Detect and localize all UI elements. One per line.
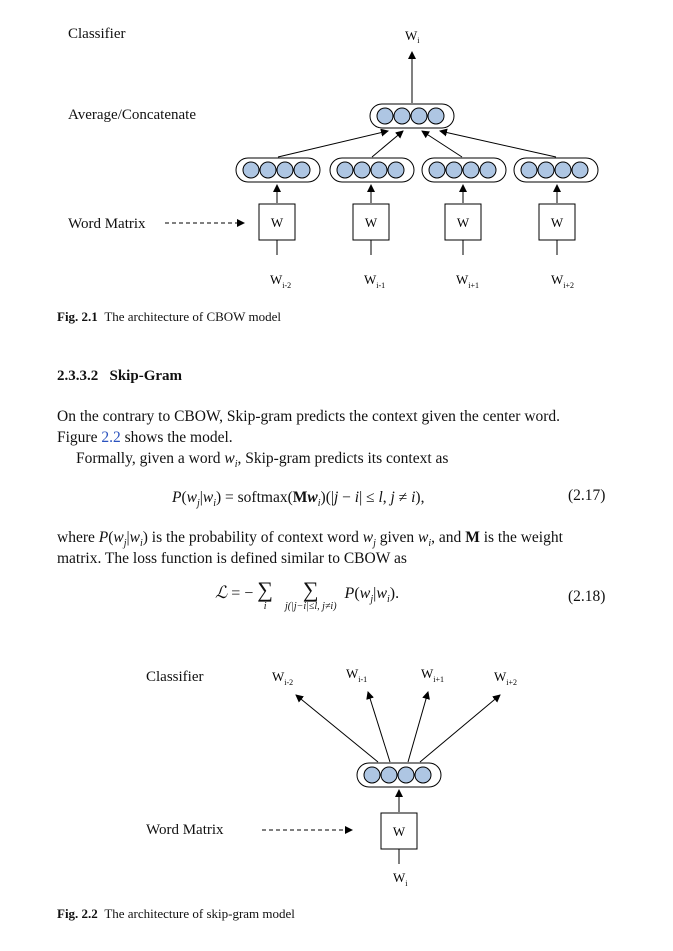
fig1-merge-arrow: [372, 131, 403, 157]
fig1-input-label: $W_{i-1}$: [364, 272, 386, 290]
fig2-output-label: $W_{i-1}$: [346, 666, 368, 684]
fig1-hidden-node: [330, 158, 414, 182]
svg-text:W: W: [364, 215, 378, 230]
fig1-merge-arrow: [440, 131, 556, 157]
fig2-hidden-node: [357, 763, 441, 787]
equation-2-18: ℒ = − ∑ i ∑ j(|j−i|≤l, j≠i) $P(w_j|w_i)$.: [215, 577, 400, 612]
fig1-average-label: Average/Concatenate: [68, 107, 196, 123]
fig2-fanout-arrow: [368, 692, 390, 762]
fig2-classifier-label: Classifier: [146, 669, 204, 685]
fig1-matrix-box: [353, 204, 389, 240]
fig2-output-label: $W_{i+2}$: [494, 669, 518, 687]
fig2-word-matrix-label: Word Matrix: [146, 822, 224, 838]
section-title: Skip-Gram: [109, 368, 183, 384]
figure-link[interactable]: 2.2: [101, 429, 121, 446]
fig1-input-label: $W_{i-2}$: [270, 272, 292, 290]
fig2-fanout-arrow: [296, 695, 378, 762]
fig1-input-label: $W_{i+1}$: [456, 272, 480, 290]
fig1-classifier-label: Classifier: [68, 26, 126, 42]
fig1-hidden-node: [514, 158, 598, 182]
fig1-merge-arrow: [278, 131, 388, 157]
equation-2-17: $P(w_j|w_i)$ = $softmax(Mw_i)(|j - i| \le l$, j ≠ i),: [172, 489, 425, 510]
fig2-output-label: $W_{i-2}$: [272, 669, 294, 687]
equation-number: (2.17): [568, 487, 606, 504]
svg-text:W: W: [270, 215, 284, 230]
fig1-matrix-box: [445, 204, 481, 240]
fig1-caption-text: The architecture of CBOW model: [104, 309, 281, 324]
svg-text:W: W: [550, 215, 564, 230]
fig2-matrix-box: [381, 813, 417, 849]
svg-text:W: W: [392, 824, 406, 839]
fig1-matrix-box: [259, 204, 295, 240]
cbow-diagram: [0, 0, 673, 310]
fig2-input-label: $W_i$: [393, 870, 408, 888]
fig2-output-label: $W_{i+1}$: [421, 666, 445, 684]
fig2-fanout-arrow: [420, 695, 500, 762]
paragraph-line: On the contrary to CBOW, Skip-gram predicts the context given the center word.: [57, 408, 561, 425]
fig2-caption-prefix: Fig. 2.2: [57, 906, 98, 921]
paragraph-line: matrix. The loss function is defined similar to CBOW as: [57, 550, 407, 567]
fig2-caption-text: The architecture of skip-gram model: [104, 906, 295, 921]
equation-number: (2.18): [568, 588, 606, 605]
paragraph-line: Figure 2.2 shows the model.: [57, 429, 233, 446]
fig1-caption: [57, 309, 281, 325]
fig1-hidden-node: [422, 158, 506, 182]
skipgram-diagram: [0, 650, 673, 900]
fig1-matrix-box: [539, 204, 575, 240]
section-heading: [57, 368, 182, 385]
section-number: 2.3.3.2: [57, 368, 99, 384]
fig1-hidden-node: [236, 158, 320, 182]
fig1-average-node: [370, 104, 454, 128]
paragraph-line: Formally, given a word $w_i$, Skip-gram predicts its context as: [76, 450, 449, 471]
fig2-fanout-arrow: [408, 692, 428, 762]
fig1-word-matrix-label: Word Matrix: [68, 216, 146, 232]
fig1-caption-prefix: Fig. 2.1: [57, 309, 98, 324]
fig2-caption: [57, 906, 295, 922]
svg-text:W: W: [456, 215, 470, 230]
paragraph-line: where $P(w_j|w_i)$ is the probability of context word $w_j$ given $w_i$, and M is the weight: [57, 529, 563, 550]
fig1-output-word: $W_i$: [405, 28, 420, 45]
fig1-input-label: $W_{i+2}$: [551, 272, 575, 290]
